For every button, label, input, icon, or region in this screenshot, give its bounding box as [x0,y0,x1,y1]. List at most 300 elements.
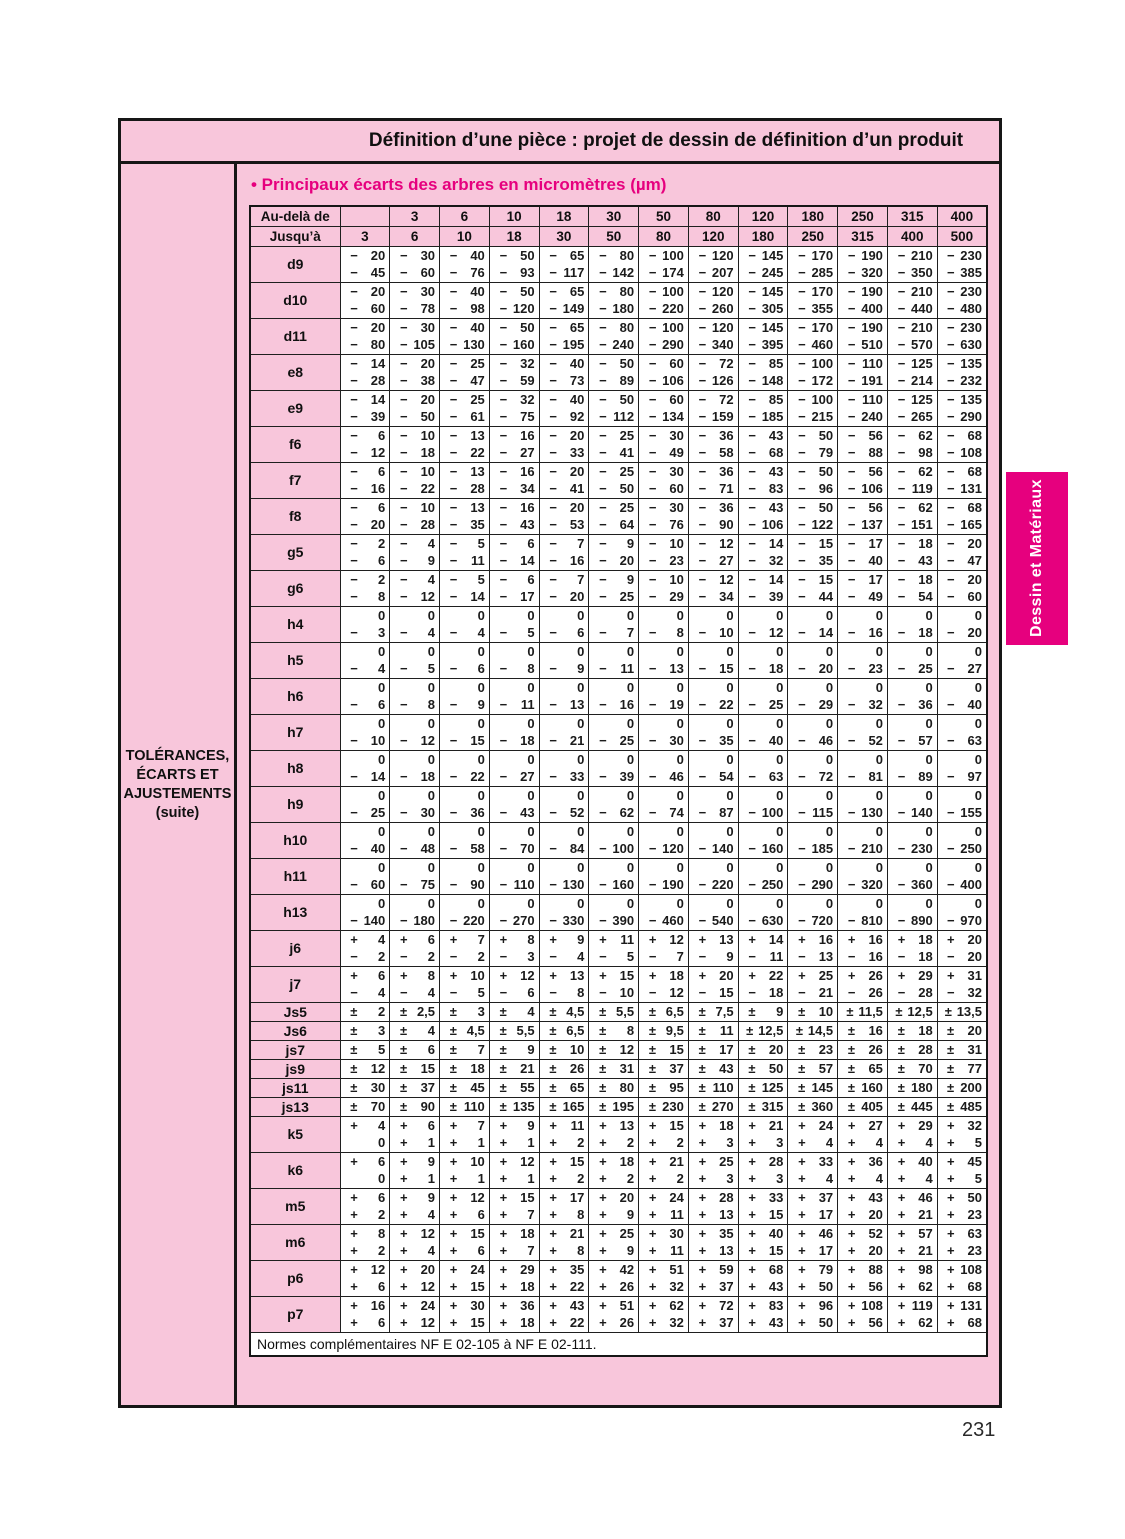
deviation-cell: ± 145 [788,1078,838,1097]
deviation-cell: + 24 + 4 [788,1116,838,1152]
deviation-cell: − 36 − 90 [688,498,738,534]
deviation-cell: − 20 − 60 [937,570,987,606]
table-row-j7 [250,966,987,1002]
row-label: h11 [250,858,340,894]
deviation-cell: − 30 − 60 [639,462,689,498]
deviation-cell: − 6 − 20 [340,498,390,534]
deviation-cell: 0 − 970 [937,894,987,930]
deviation-cell: ± 31 [937,1040,987,1059]
deviation-cell: + 32 + 5 [937,1116,987,1152]
deviation-cell: 0 − 15 [688,642,738,678]
row-label: m6 [250,1224,340,1260]
deviation-cell: ± 12 [589,1040,639,1059]
deviation-cell: ± 110 [440,1097,490,1116]
deviation-cell: 0 − 25 [887,642,937,678]
deviation-cell: − 100 − 215 [788,390,838,426]
deviation-cell: − 100 − 290 [639,318,689,354]
deviation-cell: + 24 + 12 [390,1296,440,1332]
deviation-cell: + 16 − 13 [788,930,838,966]
deviation-cell: 0 − 4 [390,606,440,642]
row-label: h7 [250,714,340,750]
deviation-cell: 0 − 74 [639,786,689,822]
deviation-cell: 0 − 5 [489,606,539,642]
deviation-cell: + 18 + 2 [589,1152,639,1188]
deviation-cell: 0 − 20 [937,606,987,642]
deviation-cell: 0 − 220 [440,894,490,930]
deviation-cell: + 18 − 18 [887,930,937,966]
deviation-cell: − 190 − 510 [838,318,888,354]
deviation-cell: − 68 − 131 [937,462,987,498]
deviation-cell: + 20 + 9 [589,1188,639,1224]
deviation-cell: − 25 − 64 [589,498,639,534]
deviation-cell: + 25 + 9 [589,1224,639,1260]
deviation-cell: − 13 − 35 [440,498,490,534]
deviation-cell: 0 − 20 [788,642,838,678]
deviation-cell: 0 − 62 [589,786,639,822]
header-value: 400 [887,226,937,246]
header-value: 500 [937,226,987,246]
table-row-js13 [250,1097,987,1116]
deviation-cell: ± 160 [838,1078,888,1097]
deviation-cell: + 8 − 3 [489,930,539,966]
deviation-cell: ± 55 [489,1078,539,1097]
deviation-cell: − 16 − 34 [489,462,539,498]
table-head [250,206,987,246]
deviation-cell: 0 − 360 [887,858,937,894]
deviation-cell: − 9 − 25 [589,570,639,606]
deviation-cell: + 62 + 32 [639,1296,689,1332]
deviation-cell: − 62 − 98 [887,426,937,462]
deviation-cell: + 25 + 3 [688,1152,738,1188]
deviation-cell: ± 6 [390,1040,440,1059]
deviation-cell: + 40 + 4 [887,1152,937,1188]
deviation-cell: 0 − 97 [937,750,987,786]
deviation-cell: + 35 + 13 [688,1224,738,1260]
deviation-cell: 0 − 155 [937,786,987,822]
deviation-cell: − 60 − 106 [639,354,689,390]
deviation-cell: 0 − 10 [340,714,390,750]
deviation-cell: ± 26 [838,1040,888,1059]
deviation-cell: ± 65 [539,1078,589,1097]
header-value: 6 [440,206,490,226]
header-value: 120 [688,226,738,246]
deviation-cell: + 15 + 2 [639,1116,689,1152]
deviation-cell: + 11 + 2 [539,1116,589,1152]
header-value: 250 [788,226,838,246]
deviation-cell: − 7 − 20 [539,570,589,606]
deviation-cell: − 100 − 174 [639,246,689,282]
header-label-upto: Jusqu’à [250,226,340,246]
deviation-cell: + 63 + 23 [937,1224,987,1260]
deviation-cell: 0 − 13 [539,678,589,714]
deviation-cell: − 40 − 92 [539,390,589,426]
header-value: 50 [589,226,639,246]
deviation-cell: + 30 + 15 [440,1296,490,1332]
deviation-cell: ± 11 [688,1021,738,1040]
deviation-cell: ± 37 [639,1059,689,1078]
deviation-cell: − 68 − 165 [937,498,987,534]
deviation-cell: ± 180 [887,1078,937,1097]
deviation-cell: − 36 − 71 [688,462,738,498]
row-label: d11 [250,318,340,354]
header-value: 10 [489,206,539,226]
deviation-cell: 0 − 110 [489,858,539,894]
deviation-cell: 0 − 60 [340,858,390,894]
deviation-cell: 0 − 81 [838,750,888,786]
deviation-cell: − 40 − 130 [440,318,490,354]
deviation-cell: − 56 − 106 [838,462,888,498]
deviation-cell: 0 − 27 [489,750,539,786]
deviation-cell: 0 − 8 [639,606,689,642]
deviation-cell: + 40 + 15 [738,1224,788,1260]
row-label: p6 [250,1260,340,1296]
deviation-cell: 0 − 320 [838,858,888,894]
deviation-cell: 0 − 130 [539,858,589,894]
deviation-cell: 0 − 35 [688,714,738,750]
deviation-cell: − 25 − 61 [440,390,490,426]
deviation-cell: + 12 + 1 [489,1152,539,1188]
deviation-cell: − 2 − 6 [340,534,390,570]
deviation-cell: − 10 − 22 [390,462,440,498]
frame-body [121,164,999,1405]
row-label: h13 [250,894,340,930]
deviation-cell: 0 − 250 [937,822,987,858]
deviation-cell: 0 − 220 [688,858,738,894]
header-value: 3 [390,206,440,226]
deviation-cell: 0 − 29 [788,678,838,714]
table-row-Js5 [250,1002,987,1021]
deviation-cell: ± 7,5 [688,1002,738,1021]
deviation-cell: ± 5,5 [589,1002,639,1021]
deviation-cell: − 72 − 126 [688,354,738,390]
deviation-cell: − 16 − 27 [489,426,539,462]
deviation-cell: 0 − 540 [688,894,738,930]
deviation-cell: 0 − 75 [390,858,440,894]
row-label: js11 [250,1078,340,1097]
deviation-cell: − 50 − 160 [489,318,539,354]
deviation-cell: + 59 + 37 [688,1260,738,1296]
deviation-cell: 0 − 185 [788,822,838,858]
table-row-f6 [250,426,987,462]
table-row-Js6 [250,1021,987,1040]
deviation-cell: − 20 − 47 [937,534,987,570]
deviation-cell: − 10 − 28 [390,498,440,534]
deviation-cell: 0 − 140 [887,786,937,822]
deviation-cell: − 5 − 11 [440,534,490,570]
header-value: 250 [838,206,888,226]
deviation-cell: 0 − 190 [639,858,689,894]
deviation-cell: 0 − 130 [838,786,888,822]
deviation-cell: − 210 − 570 [887,318,937,354]
deviation-cell: ± 12,5 [887,1002,937,1021]
deviation-cell: + 13 + 2 [589,1116,639,1152]
table-row-k5 [250,1116,987,1152]
deviation-cell: + 7 − 2 [440,930,490,966]
deviation-cell: − 80 − 240 [589,318,639,354]
deviation-cell: − 18 − 54 [887,570,937,606]
deviation-cell: − 30 − 105 [390,318,440,354]
sidebar-line: (suite) [155,804,200,821]
deviation-cell: − 43 − 106 [738,498,788,534]
deviation-cell: − 125 − 214 [887,354,937,390]
deviation-cell: ± 8 [589,1021,639,1040]
deviation-cell: 0 − 16 [589,678,639,714]
row-label: e8 [250,354,340,390]
deviation-cell: ± 90 [390,1097,440,1116]
deviation-cell: − 14 − 28 [340,354,390,390]
deviation-cell: − 25 − 47 [440,354,490,390]
deviation-cell: 0 − 400 [937,858,987,894]
deviation-cell: + 57 + 21 [887,1224,937,1260]
deviation-cell: − 30 − 78 [390,282,440,318]
table-row-p6 [250,1260,987,1296]
deviation-cell: 0 − 43 [489,786,539,822]
deviation-cell: + 15 + 2 [539,1152,589,1188]
deviation-cell: ± 70 [887,1059,937,1078]
deviation-cell: 0 − 390 [589,894,639,930]
deviation-cell: + 18 + 3 [688,1116,738,1152]
deviation-cell: + 88 + 56 [838,1260,888,1296]
deviation-cell: ± 195 [589,1097,639,1116]
table-note: Normes complémentaires NF E 02-105 à NF E 02-111. [250,1332,987,1356]
deviation-cell: 0 − 230 [887,822,937,858]
deviation-cell: − 17 − 40 [838,534,888,570]
deviation-cell: 0 − 18 [738,642,788,678]
deviation-cell: + 20 − 20 [937,930,987,966]
deviation-cell: − 56 − 137 [838,498,888,534]
header-value: 120 [738,206,788,226]
header-row-beyond [250,206,987,226]
deviation-cell: 0 − 63 [937,714,987,750]
deviation-cell: − 20 − 41 [539,462,589,498]
row-label: f8 [250,498,340,534]
row-label: h9 [250,786,340,822]
table-body [250,246,987,1356]
deviation-cell: 0 − 810 [838,894,888,930]
table-row-js7 [250,1040,987,1059]
deviation-cell: 0 − 14 [340,750,390,786]
deviation-cell: + 72 + 37 [688,1296,738,1332]
row-label: j7 [250,966,340,1002]
deviation-cell: ± 6,5 [639,1002,689,1021]
content-frame [118,118,1002,1408]
deviation-cell: − 170 − 460 [788,318,838,354]
deviation-cell: ± 360 [788,1097,838,1116]
deviation-cell: + 15 + 6 [440,1224,490,1260]
deviation-cell: ± 4,5 [440,1021,490,1040]
deviation-cell: 0 − 890 [887,894,937,930]
deviation-cell: − 6 − 12 [340,426,390,462]
deviation-cell: ± 3 [340,1021,390,1040]
deviation-cell: + 119 + 62 [887,1296,937,1332]
row-label: h4 [250,606,340,642]
header-value: 315 [887,206,937,226]
deviation-cell: − 56 − 88 [838,426,888,462]
deviation-cell: − 135 − 232 [937,354,987,390]
deviation-cell: ± 5 [340,1040,390,1059]
deviation-cell: + 11 − 5 [589,930,639,966]
deviation-cell: 0 − 6 [440,642,490,678]
sidebar-line: TOLÉRANCES, [125,747,230,764]
deviation-cell: 0 − 25 [340,786,390,822]
table-row-f8 [250,498,987,534]
deviation-cell: 0 − 10 [688,606,738,642]
table-row-d10 [250,282,987,318]
deviation-cell: + 12 + 6 [440,1188,490,1224]
deviation-cell: ± 21 [489,1059,539,1078]
row-label: g6 [250,570,340,606]
deviation-cell: + 36 + 18 [489,1296,539,1332]
header-label-beyond: Au-delà de [250,206,340,226]
deviation-cell: 0 − 115 [788,786,838,822]
deviation-cell: + 27 + 4 [838,1116,888,1152]
deviation-cell: + 36 + 4 [838,1152,888,1188]
deviation-cell: + 29 + 18 [489,1260,539,1296]
row-label: g5 [250,534,340,570]
deviation-cell: + 12 + 4 [390,1224,440,1260]
deviation-cell: 0 − 250 [738,858,788,894]
deviation-cell: + 12 − 7 [639,930,689,966]
deviation-cell: + 52 + 20 [838,1224,888,1260]
header-value: 10 [440,226,490,246]
deviation-cell: 0 − 52 [838,714,888,750]
deviation-cell: 0 − 160 [738,822,788,858]
deviation-cell: − 30 − 60 [390,246,440,282]
deviation-cell: + 4 − 2 [340,930,390,966]
deviation-cell: + 16 − 16 [838,930,888,966]
deviation-cell: + 6 + 1 [390,1116,440,1152]
deviation-cell: − 85 − 148 [738,354,788,390]
header-value: 30 [589,206,639,226]
deviation-cell: − 4 − 9 [390,534,440,570]
deviation-cell: 0 − 4 [440,606,490,642]
deviation-cell: − 7 − 16 [539,534,589,570]
row-label: h5 [250,642,340,678]
header-value: 400 [937,206,987,226]
deviation-cell: 0 − 3 [340,606,390,642]
deviation-cell: + 10 + 1 [440,1152,490,1188]
deviation-cell: ± 31 [589,1059,639,1078]
section-heading: • Principaux écarts des arbres en micromètres (µm) [251,175,667,194]
deviation-cell: + 6 − 4 [340,966,390,1002]
row-label: k6 [250,1152,340,1188]
table-row-h11 [250,858,987,894]
deviation-cell: − 190 − 320 [838,246,888,282]
row-label: h10 [250,822,340,858]
deviation-cell: − 2 − 8 [340,570,390,606]
section-sidebar [121,164,237,1405]
deviation-cell: 0 − 46 [788,714,838,750]
deviation-cell: − 68 − 108 [937,426,987,462]
deviation-cell: ± 37 [390,1078,440,1097]
deviation-cell: + 83 + 43 [738,1296,788,1332]
deviation-cell: 0 − 9 [440,678,490,714]
deviation-cell: 0 − 87 [688,786,738,822]
deviation-cell: 0 − 70 [489,822,539,858]
row-label: js9 [250,1059,340,1078]
deviation-cell: − 20 − 45 [340,246,390,282]
deviation-cell: ± 10 [788,1002,838,1021]
table-row-h8 [250,750,987,786]
deviation-cell: − 13 − 28 [440,462,490,498]
deviation-cell: + 21 + 3 [738,1116,788,1152]
deviation-cell: ± 17 [688,1040,738,1059]
deviation-cell: ± 43 [688,1059,738,1078]
deviation-cell: + 37 + 17 [788,1188,838,1224]
row-label: p7 [250,1296,340,1332]
table-row-g5 [250,534,987,570]
deviation-cell: 0 − 36 [887,678,937,714]
deviation-cell: + 8 − 4 [390,966,440,1002]
deviation-cell: 0 − 23 [838,642,888,678]
deviation-cell: − 40 − 98 [440,282,490,318]
deviation-cell: − 10 − 29 [639,570,689,606]
deviation-cell: 0 − 460 [639,894,689,930]
deviation-cell: − 6 − 17 [489,570,539,606]
deviation-cell: ± 57 [788,1059,838,1078]
deviation-cell: − 36 − 58 [688,426,738,462]
deviation-cell: − 15 − 35 [788,534,838,570]
deviation-cell: + 68 + 43 [738,1260,788,1296]
deviation-cell: 0 − 290 [788,858,838,894]
deviation-cell: − 135 − 290 [937,390,987,426]
deviation-cell: − 40 − 73 [539,354,589,390]
row-label: Js5 [250,1002,340,1021]
deviation-cell: ± 12,5 [738,1021,788,1040]
deviation-cell: 0 − 140 [688,822,738,858]
deviation-cell: + 4 0 [340,1116,390,1152]
sidebar-line: AJUSTEMENTS [123,785,232,802]
deviation-cell: 0 − 36 [440,786,490,822]
deviation-cell: ± 2,5 [390,1002,440,1021]
deviation-cell: 0 − 16 [838,606,888,642]
deviation-cell: + 25 − 21 [788,966,838,1002]
deviation-cell: + 12 + 6 [340,1260,390,1296]
deviation-cell: + 108 + 68 [937,1260,987,1296]
main-content [237,164,999,1405]
deviation-cell: 0 − 33 [539,750,589,786]
deviation-cell: − 65 − 195 [539,318,589,354]
header-value: 80 [639,226,689,246]
table-row-h13 [250,894,987,930]
header-value: 6 [390,226,440,246]
deviation-cell: − 30 − 76 [639,498,689,534]
deviation-cell: ± 20 [738,1040,788,1059]
deviation-cell: − 20 − 50 [390,390,440,426]
deviation-cell: + 79 + 50 [788,1260,838,1296]
deviation-cell: ± 20 [937,1021,987,1040]
deviation-cell: ± 200 [937,1078,987,1097]
deviation-cell: + 51 + 32 [639,1260,689,1296]
deviation-cell: + 6 + 2 [340,1188,390,1224]
deviation-cell: − 10 − 23 [639,534,689,570]
deviation-cell: 0 − 180 [390,894,440,930]
deviation-cell: + 43 + 22 [539,1296,589,1332]
table-row-m5 [250,1188,987,1224]
deviation-cell: − 25 − 50 [589,462,639,498]
deviation-cell: + 10 − 5 [440,966,490,1002]
deviation-cell: − 50 − 79 [788,426,838,462]
deviation-cell: ± 125 [738,1078,788,1097]
deviation-cell: + 50 + 23 [937,1188,987,1224]
deviation-cell: ± 405 [838,1097,888,1116]
deviation-cell: ± 4 [390,1021,440,1040]
deviation-cell: ± 13,5 [937,1002,987,1021]
deviation-cell: ± 18 [440,1059,490,1078]
deviation-cell: − 230 − 480 [937,282,987,318]
deviation-cell: 0 − 120 [639,822,689,858]
deviation-cell: ± 4 [489,1002,539,1021]
